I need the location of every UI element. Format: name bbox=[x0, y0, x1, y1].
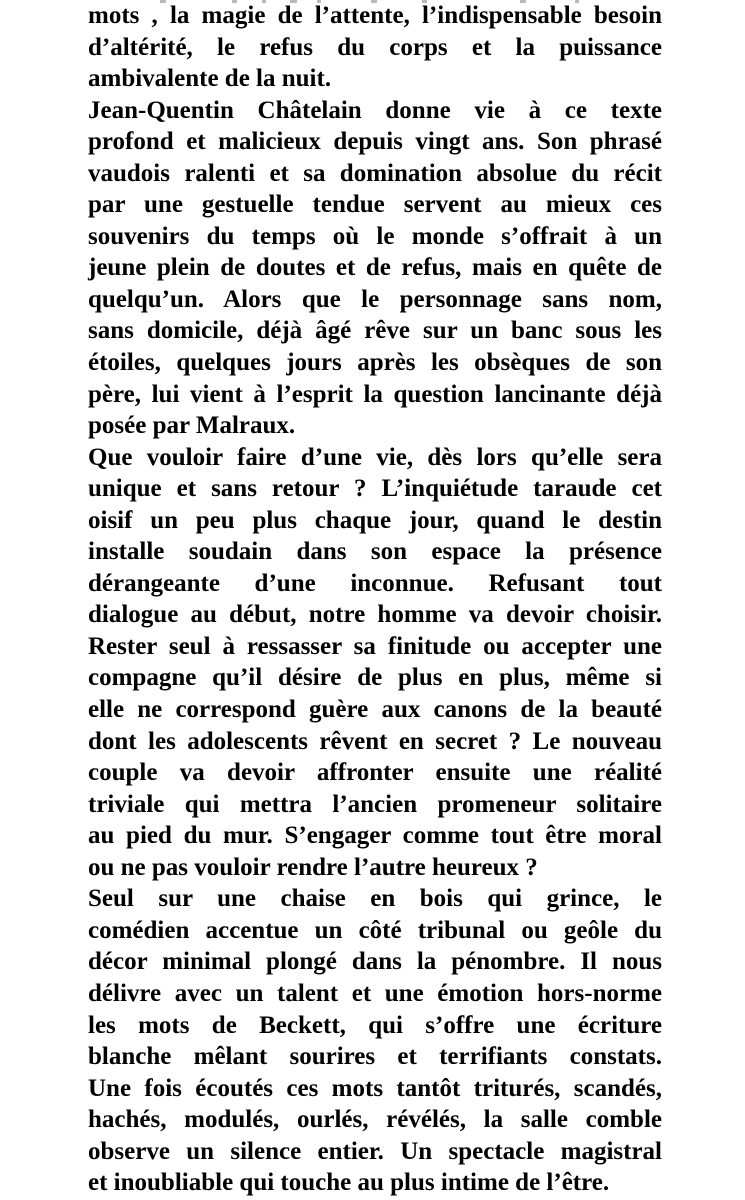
paragraph bbox=[88, 883, 662, 1198]
text-line: mots , la magie de l’attente, l’indispensable besoin bbox=[88, 2, 662, 29]
paragraph bbox=[88, 442, 662, 884]
text-line: délivre avec un talent et une émotion hors-norme bbox=[88, 979, 662, 1007]
text-line: observe un silence entier. Un spectacle magistral bbox=[88, 1137, 662, 1165]
text-line: compagne qu’il désire de plus en plus, même si bbox=[88, 664, 662, 692]
text-line: d’altérité, le refus du corps et la puissance bbox=[88, 33, 662, 61]
text-line: Une fois écoutés ces mots tantôt triturés, scandés, bbox=[88, 1074, 662, 1102]
text-line: décor minimal plongé dans la pénombre. Il nous bbox=[88, 948, 662, 976]
text-line: Rester seul à ressasser sa finitude ou accepter une bbox=[88, 632, 662, 660]
text-line: comédien accentue un côté tribunal ou geôle du bbox=[88, 916, 662, 944]
text-line: père, lui vient à l’esprit la question lancinante déjà bbox=[88, 380, 662, 408]
text-line: et inoubliable qui touche au plus intime de l’être. bbox=[88, 1169, 610, 1197]
text-line: posée par Malraux. bbox=[88, 412, 296, 440]
text-line: au pied du mur. S’engager comme tout être moral bbox=[88, 822, 662, 850]
paragraph bbox=[88, 0, 662, 95]
text-line: couple va devoir affronter ensuite une réalité bbox=[88, 759, 662, 787]
text-line: Jean-Quentin Châtelain donne vie à ce texte bbox=[88, 96, 662, 124]
text-line: ambivalente de la nuit. bbox=[88, 65, 332, 93]
text-line: jeune plein de doutes et de refus, mais en quête de bbox=[88, 254, 662, 282]
text-line: vaudois ralenti et sa domination absolue du récit bbox=[88, 159, 662, 187]
text-line: blanche mêlant sourires et terrifiants constats. bbox=[88, 1043, 662, 1071]
text-line: étoiles, quelques jours après les obsèques de son bbox=[88, 349, 662, 377]
text-line: souvenirs du temps où le monde s’offrait à un bbox=[88, 222, 662, 250]
text-line: profond et malicieux depuis vingt ans. Son phrasé bbox=[88, 128, 662, 156]
text-line: Seul sur une chaise en bois qui grince, le bbox=[88, 885, 662, 913]
text-line: triviale qui mettra l’ancien promeneur solitaire bbox=[88, 790, 662, 818]
text-line: ou ne pas vouloir rendre l’autre heureux ? bbox=[88, 853, 538, 881]
text-line: les mots de Beckett, qui s’offre une écriture bbox=[88, 1011, 662, 1039]
text-line: dérangeante d’une inconnue. Refusant tout bbox=[88, 569, 662, 597]
paragraph bbox=[88, 95, 662, 442]
text-line: sans domicile, déjà âgé rêve sur un banc sous les bbox=[88, 317, 662, 345]
article-text bbox=[88, 0, 662, 1199]
text-line: Que vouloir faire d’une vie, dès lors qu’elle sera bbox=[88, 443, 662, 471]
text-line: quelqu’un. Alors que le personnage sans nom, bbox=[88, 285, 662, 313]
text-line: dialogue au début, notre homme va devoir choisir. bbox=[88, 601, 662, 629]
text-line: elle ne correspond guère aux canons de la beauté bbox=[88, 696, 662, 724]
text-line: unique et sans retour ? L’inquiétude taraude cet bbox=[88, 475, 662, 503]
text-line: dont les adolescents rêvent en secret ? Le nouveau bbox=[88, 727, 662, 755]
text-line: installe soudain dans son espace la présence bbox=[88, 538, 662, 566]
text-line: oisif un peu plus chaque jour, quand le destin bbox=[88, 506, 662, 534]
text-line: hachés, modulés, ourlés, révélés, la salle comble bbox=[88, 1106, 662, 1134]
text-line: par une gestuelle tendue servent au mieux ces bbox=[88, 191, 662, 219]
